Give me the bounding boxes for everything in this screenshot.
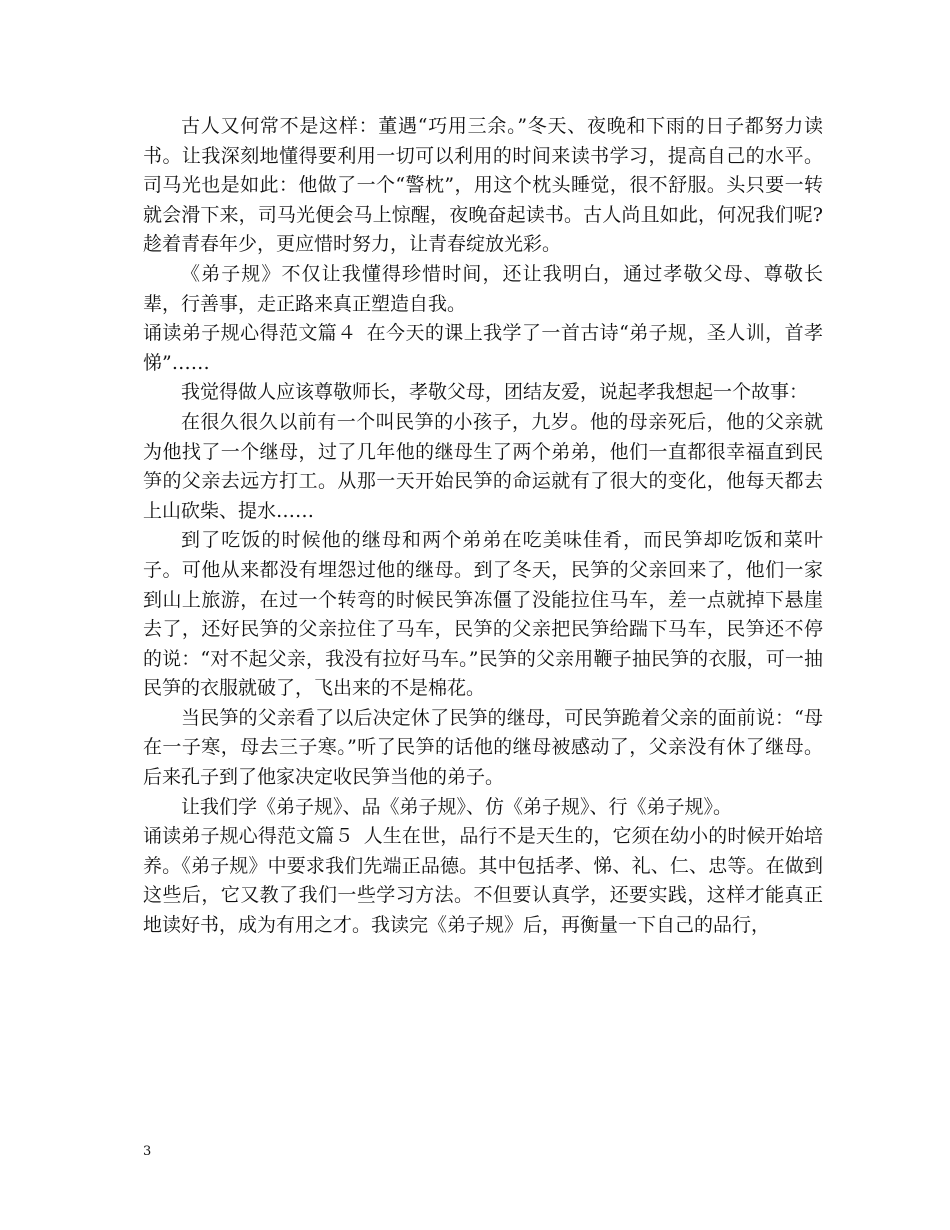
page-number: 3 [143, 1144, 152, 1159]
section-heading: 诵读弟子规心得范文篇５ [143, 825, 354, 848]
paragraph [143, 704, 823, 793]
paragraph-text: 当民笋的父亲看了以后决定休了民笋的继母，可民笋跪着父亲的面前说：“母在一子寒，母去三子寒。”听了民笋的话他的继母被感动了，父亲没有休了继母。后来孔子到了他家决定收民笋当他的弟子。 [143, 706, 823, 789]
paragraph-text: 到了吃饭的时候他的继母和两个弟弟在吃美味佳肴，而民笋却吃饭和菜叶子。可他从来都没有埋怨过他的继母。到了冬天，民笋的父亲回来了，他们一家到山上旅游，在过一个转弯的时候民笋冻僵了没能拉住马车，差一点就掉下悬崖去了，还好民笋的父亲拉住了马车，民笋的父亲把民笋给踹下马车，民笋还不停的说：“对不起父亲，我没有拉好马车。”民笋的父亲用鞭子抽民笋的衣服，可一抽民笋的衣服就破了，飞出来的不是棉花。 [143, 529, 823, 700]
paragraph-text: 古人又何常不是这样：董遇“巧用三余。”冬天、夜晚和下雨的日子都努力读书。让我深刻地懂得要利用一切可以利用的时间来读书学习，提高自己的水平。司马光也是如此：他做了一个“警枕”，用这个枕头睡觉，很不舒服。头只要一转就会滑下来，司马光便会马上惊醒，夜晚奋起读书。古人尚且如此，何况我们呢?趁着青春年少，更应惜时努力，让青春绽放光彩。 [143, 115, 823, 256]
paragraph-text: 让我们学《弟子规》、品《弟子规》、仿《弟子规》、行《弟子规》。 [181, 795, 733, 818]
document-body [143, 112, 823, 941]
section-heading: 诵读弟子规心得范文篇４ [143, 322, 357, 345]
paragraph-text: 在很久很久以前有一个叫民笋的小孩子，九岁。他的母亲死后，他的父亲就为他找了一个继母，过了几年他的继母生了两个弟弟，他们一直都很幸福直到民笋的父亲去远方打工。从那一天开始民笋的命运就有了很大的变化，他每天都去上山砍柴、提水…… [143, 410, 823, 522]
paragraph-text: 我觉得做人应该尊敬师长，孝敬父母，团结友爱，说起孝我想起一个故事： [181, 381, 809, 404]
paragraph [143, 408, 823, 526]
paragraph [143, 378, 823, 408]
paragraph [143, 112, 823, 260]
paragraph-text: 人生在世，品行不是天生的，它须在幼小的时候开始培养。《弟子规》中要求我们先端正品德。其中包括孝、悌、礼、仁、忠等。在做到这些后，它又教了我们一些学习方法。不但要认真学，还要实践，这样才能真正地读好书，成为有用之才。我读完《弟子规》后，再衡量一下自己的品行， [143, 825, 823, 937]
section-paragraph [143, 319, 823, 378]
paragraph-text: 在今天的课上我学了一首古诗“弟子规，圣人训，首孝悌”…… [143, 322, 823, 374]
paragraph [143, 526, 823, 704]
paragraph [143, 793, 823, 823]
paragraph [143, 260, 823, 319]
section-paragraph [143, 822, 823, 940]
paragraph-text: 《弟子规》不仅让我懂得珍惜时间，还让我明白，通过孝敬父母、尊敬长辈，行善事，走正路来真正塑造自我。 [143, 262, 823, 315]
